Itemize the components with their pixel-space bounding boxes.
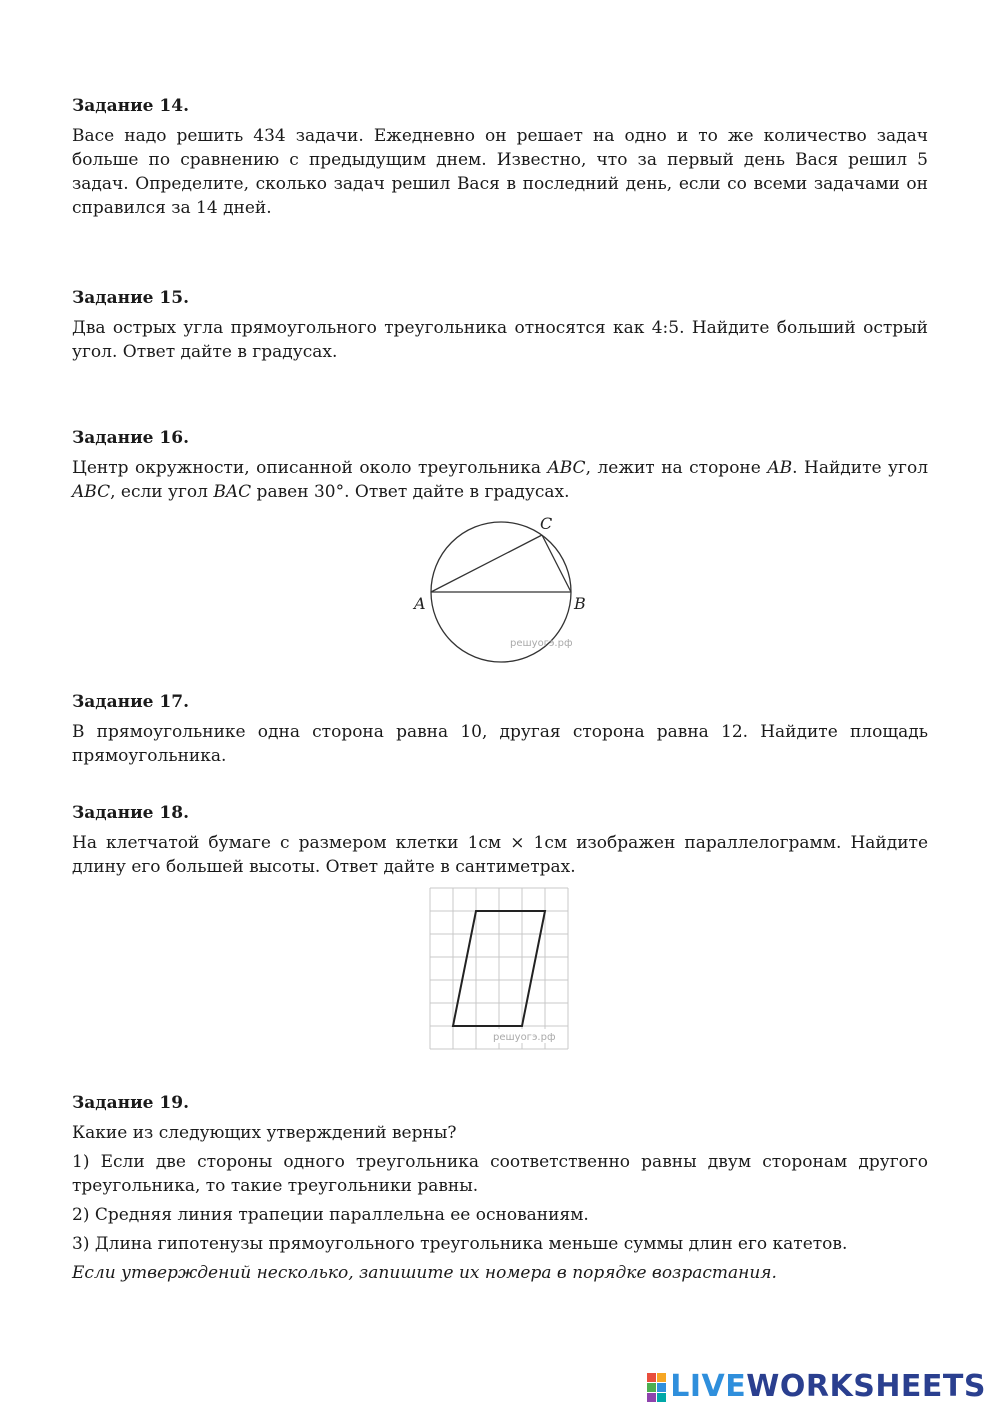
task-19 (72, 1091, 928, 1285)
task-17 (72, 690, 928, 801)
worksheet-page (72, 94, 928, 1302)
task-title: Задание 14. (72, 96, 189, 116)
task-text: В прямоугольнике одна сторона равна 10, другая сторона равна 12. Найдите площадь прямоугольника. (72, 722, 928, 766)
logo-icon (647, 1373, 666, 1402)
task-15 (72, 286, 928, 426)
statement-3: 3) Длина гипотенузы прямоугольного треугольника меньше суммы длин его катетов. (72, 1234, 848, 1254)
variable: AB (767, 458, 793, 478)
figure-watermark: решуогэ.рф (493, 1032, 556, 1043)
task-question: Какие из следующих утверждений верны? (72, 1123, 457, 1143)
logo-text-worksheets: WORKSHEETS (746, 1369, 986, 1404)
liveworksheets-logo (647, 1369, 986, 1404)
figure-watermark: решуогэ.рф (510, 638, 573, 649)
task-text: Васе надо решить 434 задачи. Ежедневно он решает на одно и то же количество задач больше по сравнению с предыдущим днем. Известно, что за первый день Вася решил 5 задач. Определите, сколько задач решил Вася в последний день, если со всеми задачами он справился за 14 дней. (72, 126, 928, 218)
circle-triangle-figure (410, 512, 610, 664)
text-segment: , если угол (110, 482, 214, 502)
logo-text-live: LIVE (670, 1369, 747, 1404)
text-segment: . Найдите угол (792, 458, 929, 478)
task-title: Задание 18. (72, 803, 189, 823)
task-title: Задание 16. (72, 428, 189, 448)
segment-cb (542, 535, 571, 592)
task-title: Задание 19. (72, 1093, 189, 1113)
grid (430, 888, 568, 1049)
variable: ABC (547, 458, 586, 478)
task-text: На клетчатой бумаге с размером клетки 1см × 1см изображен параллелограмм. Найдите длину его большей высоты. Ответ дайте в сантиметрах. (72, 833, 928, 877)
task-18 (72, 801, 928, 1091)
text-segment: , лежит на стороне (585, 458, 768, 478)
task-14 (72, 94, 928, 286)
label-c: C (540, 514, 553, 533)
grid-parallelogram-figure (429, 887, 571, 1053)
segment-ac (431, 535, 542, 592)
task-title: Задание 17. (72, 692, 189, 712)
logo-text (670, 1369, 986, 1404)
variable: ABC (72, 482, 111, 502)
task-16 (72, 426, 928, 690)
statement-2: 2) Средняя линия трапеции параллельна ее основаниям. (72, 1205, 589, 1225)
label-a: A (414, 594, 426, 613)
statement-1: 1) Если две стороны одного треугольника соответственно равны двум сторонам другого треугольника, то такие треугольники равны. (72, 1152, 928, 1196)
label-b: B (574, 594, 586, 613)
task-hint: Если утверждений несколько, запишите их номера в порядке возрастания. (72, 1263, 777, 1283)
task-title: Задание 15. (72, 288, 189, 308)
task-text: Два острых угла прямоугольного треугольника относятся как 4:5. Найдите больший острый угол. Ответ дайте в градусах. (72, 318, 928, 362)
task-text (72, 456, 928, 504)
variable: BAC (213, 482, 252, 502)
text-segment: Центр окружности, описанной около треугольника (72, 458, 548, 478)
text-segment: равен 30°. Ответ дайте в градусах. (251, 482, 570, 502)
